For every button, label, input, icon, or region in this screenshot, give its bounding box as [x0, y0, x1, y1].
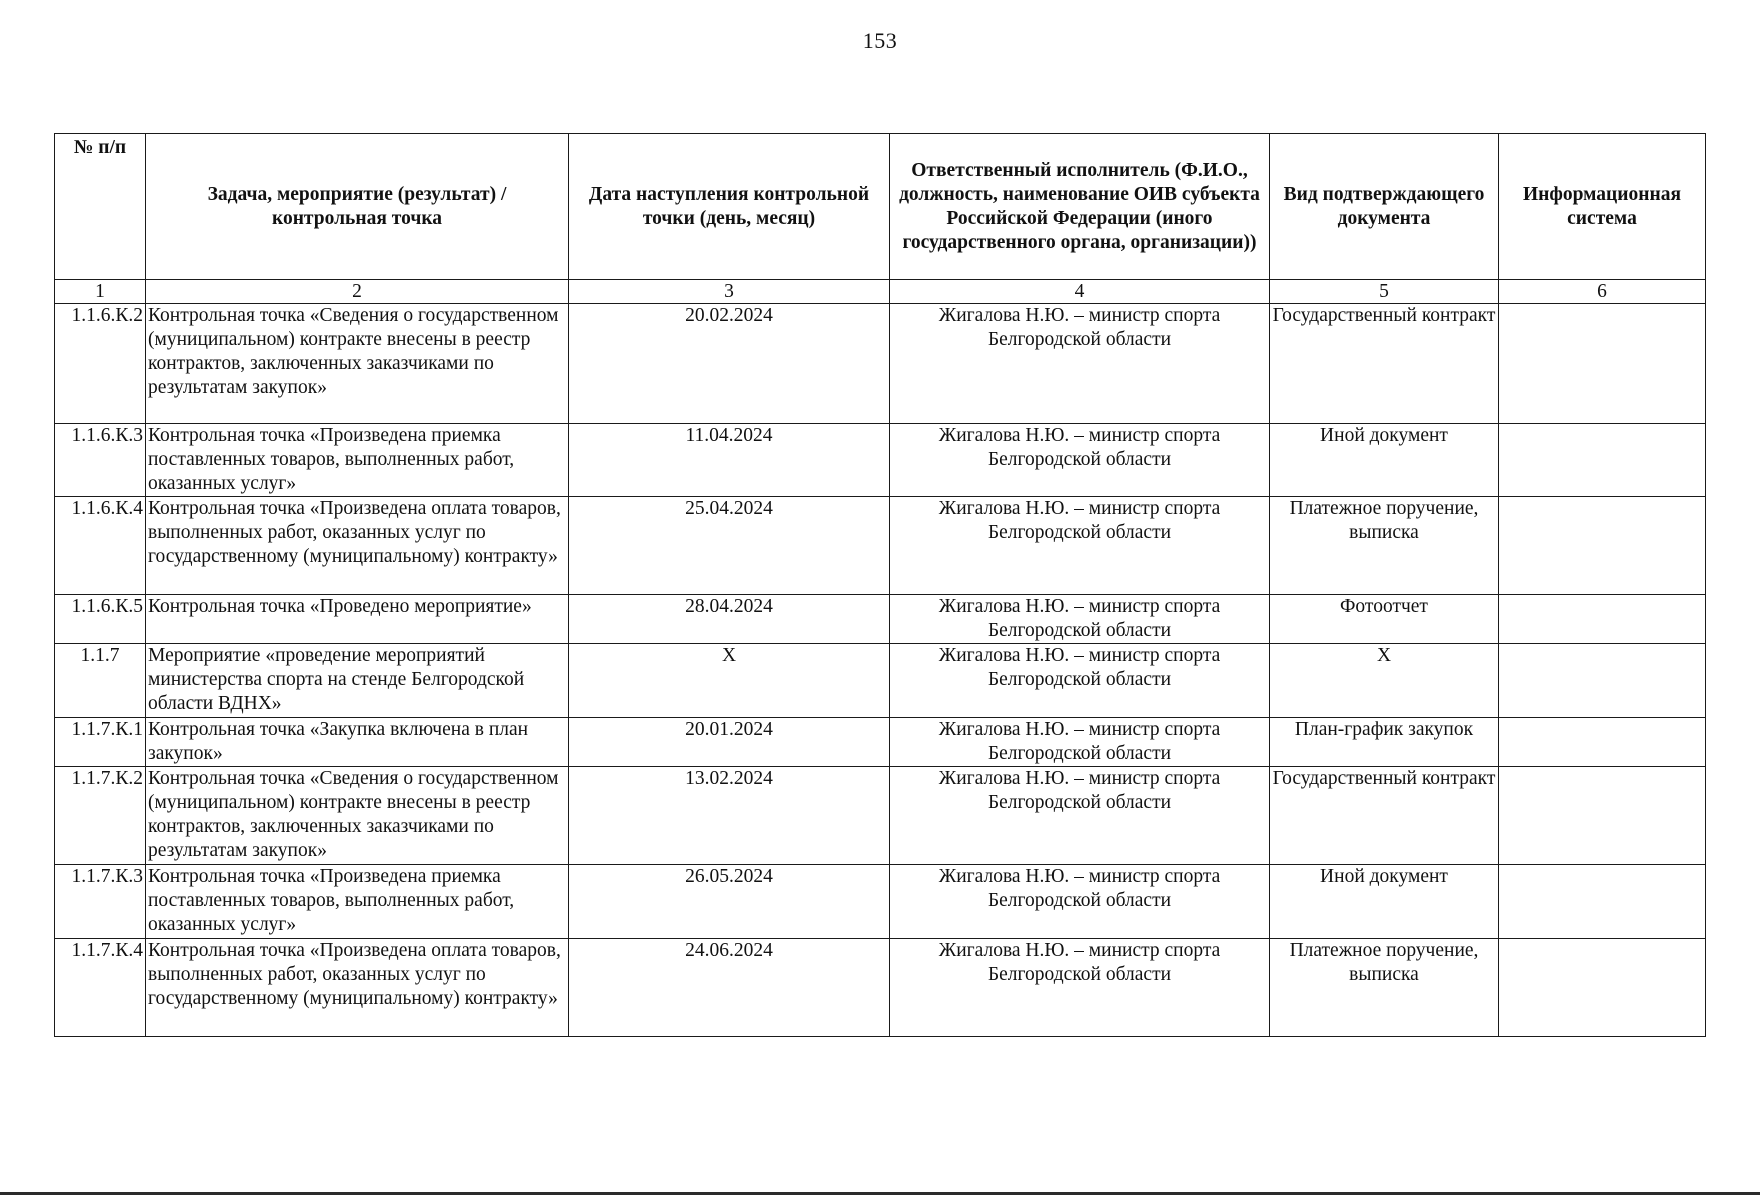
- column-index-row: [55, 280, 1706, 304]
- row-number: 1.1.7.К.1: [55, 718, 146, 767]
- row-system: [1499, 767, 1706, 865]
- table-row: [55, 424, 1706, 497]
- row-date: 20.01.2024: [569, 718, 890, 767]
- row-document: Х: [1270, 644, 1499, 718]
- row-document: Государственный контракт: [1270, 304, 1499, 424]
- row-number: 1.1.7.К.3: [55, 865, 146, 939]
- row-task: Контрольная точка «Произведена приемка поставленных товаров, выполненных работ, оказанных услуг»: [146, 865, 569, 939]
- row-document: Иной документ: [1270, 865, 1499, 939]
- row-responsible: Жигалова Н.Ю. – министр спорта Белгородской области: [890, 497, 1270, 595]
- row-document: Фотоотчет: [1270, 595, 1499, 644]
- row-document: План-график закупок: [1270, 718, 1499, 767]
- page-bottom-rule: [0, 1192, 1760, 1195]
- row-task: Контрольная точка «Произведена приемка поставленных товаров, выполненных работ, оказанных услуг»: [146, 424, 569, 497]
- row-date: 13.02.2024: [569, 767, 890, 865]
- table-row: [55, 939, 1706, 1037]
- row-task: Контрольная точка «Сведения о государственном (муниципальном) контракте внесены в реестр контрактов, заключенных заказчиками по результатам закупок»: [146, 767, 569, 865]
- row-date: Х: [569, 644, 890, 718]
- header-system: Информационная система: [1499, 134, 1706, 280]
- row-number: 1.1.6.К.2: [55, 304, 146, 424]
- row-task: Мероприятие «проведение мероприятий министерства спорта на стенде Белгородской области ВДНХ»: [146, 644, 569, 718]
- header-num: № п/п: [55, 134, 146, 280]
- row-date: 20.02.2024: [569, 304, 890, 424]
- row-document: Государственный контракт: [1270, 767, 1499, 865]
- row-task: Контрольная точка «Произведена оплата товаров, выполненных работ, оказанных услуг по государственному (муниципальному) контракту»: [146, 497, 569, 595]
- table-row: [55, 644, 1706, 718]
- column-index: 5: [1270, 280, 1499, 304]
- row-date: 11.04.2024: [569, 424, 890, 497]
- column-index: 1: [55, 280, 146, 304]
- row-system: [1499, 865, 1706, 939]
- row-date: 28.04.2024: [569, 595, 890, 644]
- row-document: Платежное поручение, выписка: [1270, 939, 1499, 1037]
- row-number: 1.1.7.К.4: [55, 939, 146, 1037]
- row-number: 1.1.6.К.3: [55, 424, 146, 497]
- header-date: Дата наступления контрольной точки (день, месяц): [569, 134, 890, 280]
- row-system: [1499, 644, 1706, 718]
- header-document: Вид подтверждающего документа: [1270, 134, 1499, 280]
- row-responsible: Жигалова Н.Ю. – министр спорта Белгородской области: [890, 595, 1270, 644]
- header-task: Задача, мероприятие (результат) / контрольная точка: [146, 134, 569, 280]
- row-system: [1499, 939, 1706, 1037]
- row-task: Контрольная точка «Сведения о государственном (муниципальном) контракте внесены в реестр контрактов, заключенных заказчиками по результатам закупок»: [146, 304, 569, 424]
- table-row: [55, 497, 1706, 595]
- row-document: Платежное поручение, выписка: [1270, 497, 1499, 595]
- row-number: 1.1.6.К.5: [55, 595, 146, 644]
- row-number: 1.1.6.К.4: [55, 497, 146, 595]
- row-date: 26.05.2024: [569, 865, 890, 939]
- column-index: 4: [890, 280, 1270, 304]
- row-responsible: Жигалова Н.Ю. – министр спорта Белгородской области: [890, 865, 1270, 939]
- row-system: [1499, 424, 1706, 497]
- table-row: [55, 595, 1706, 644]
- row-responsible: Жигалова Н.Ю. – министр спорта Белгородской области: [890, 939, 1270, 1037]
- row-responsible: Жигалова Н.Ю. – министр спорта Белгородской области: [890, 718, 1270, 767]
- row-number: 1.1.7: [55, 644, 146, 718]
- row-responsible: Жигалова Н.Ю. – министр спорта Белгородской области: [890, 644, 1270, 718]
- table-row: [55, 718, 1706, 767]
- page-number: 153: [862, 28, 898, 53]
- column-index: 2: [146, 280, 569, 304]
- row-responsible: Жигалова Н.Ю. – министр спорта Белгородской области: [890, 767, 1270, 865]
- row-responsible: Жигалова Н.Ю. – министр спорта Белгородской области: [890, 304, 1270, 424]
- row-system: [1499, 304, 1706, 424]
- row-task: Контрольная точка «Произведена оплата товаров, выполненных работ, оказанных услуг по государственному (муниципальному) контракту»: [146, 939, 569, 1037]
- table-row: [55, 767, 1706, 865]
- column-index: 6: [1499, 280, 1706, 304]
- table-header-row: [55, 134, 1706, 280]
- table-row: [55, 304, 1706, 424]
- control-points-table: [54, 133, 1706, 1037]
- row-system: [1499, 595, 1706, 644]
- row-number: 1.1.7.К.2: [55, 767, 146, 865]
- header-responsible: Ответственный исполнитель (Ф.И.О., должность, наименование ОИВ субъекта Российской Федерации (иного государственного органа, организации)): [890, 134, 1270, 280]
- row-document: Иной документ: [1270, 424, 1499, 497]
- row-system: [1499, 718, 1706, 767]
- row-system: [1499, 497, 1706, 595]
- row-date: 24.06.2024: [569, 939, 890, 1037]
- table-row: [55, 865, 1706, 939]
- row-responsible: Жигалова Н.Ю. – министр спорта Белгородской области: [890, 424, 1270, 497]
- row-date: 25.04.2024: [569, 497, 890, 595]
- row-task: Контрольная точка «Закупка включена в план закупок»: [146, 718, 569, 767]
- column-index: 3: [569, 280, 890, 304]
- row-task: Контрольная точка «Проведено мероприятие»: [146, 595, 569, 644]
